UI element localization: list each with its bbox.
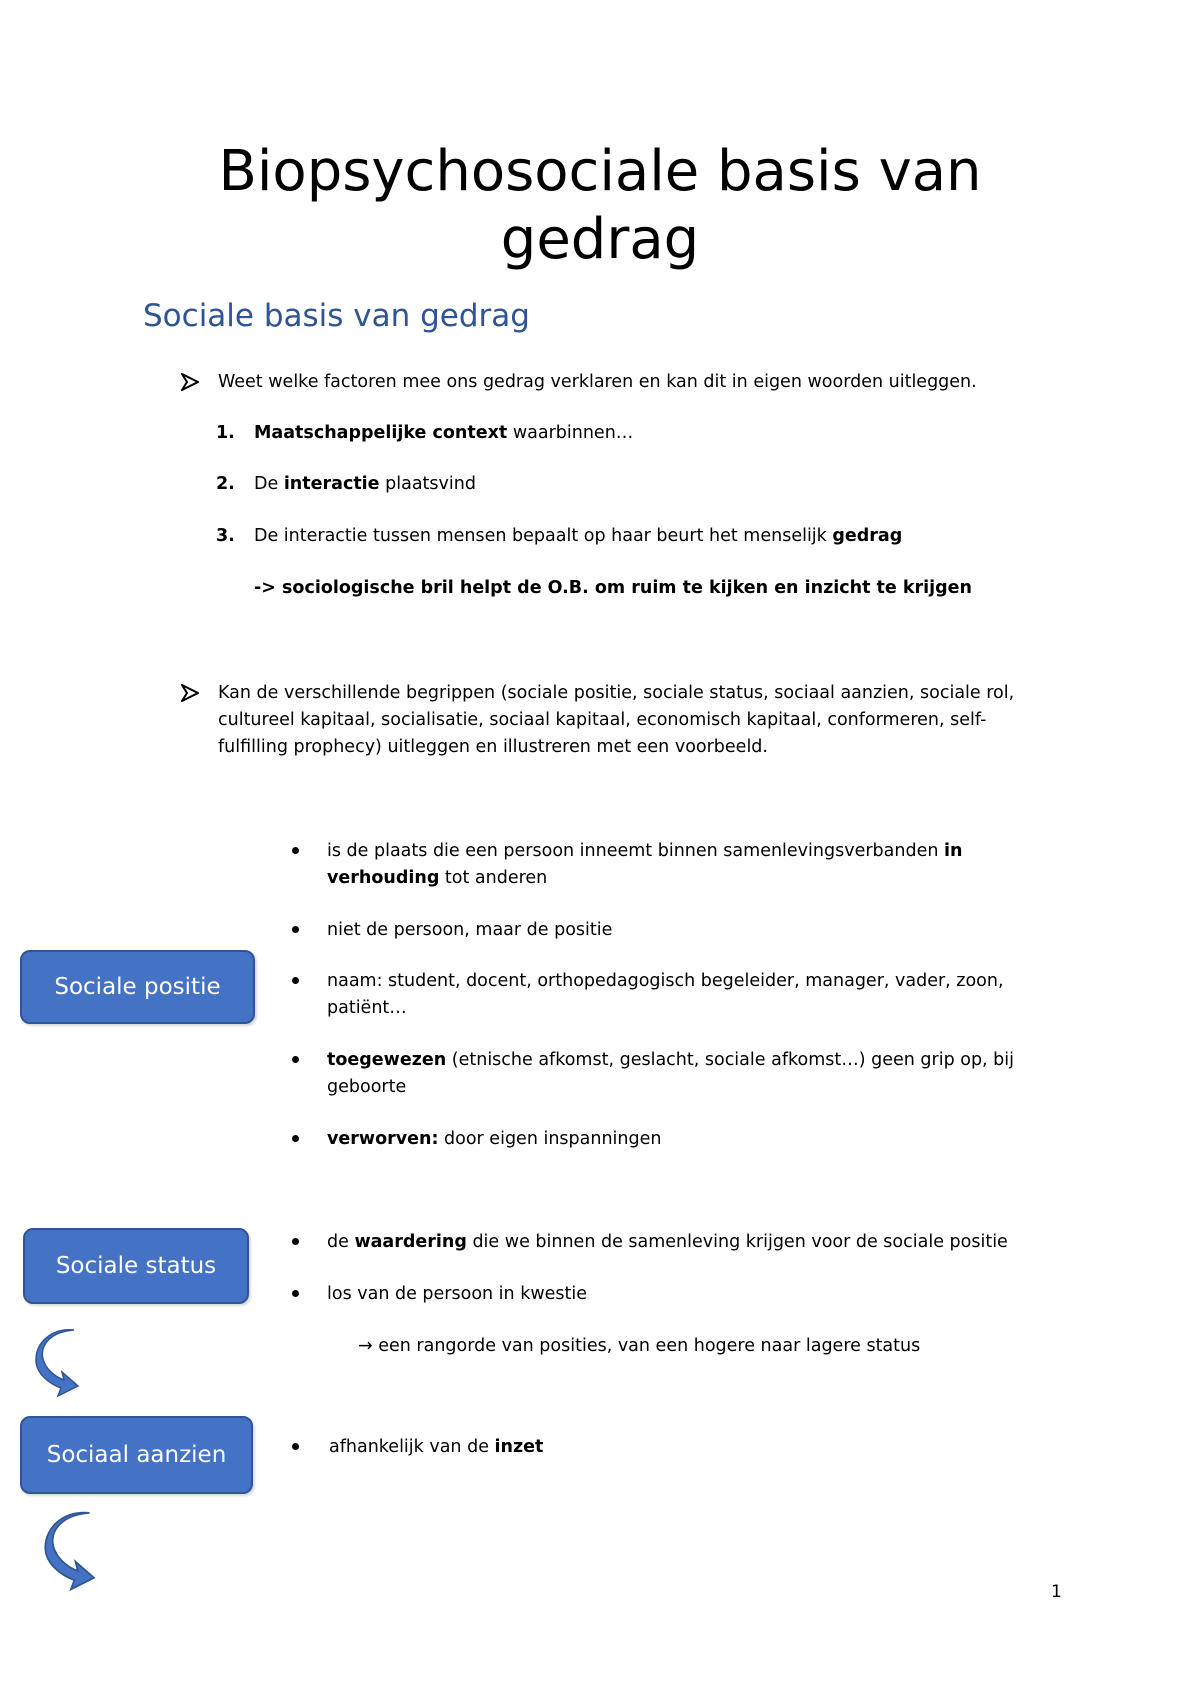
goal-2-line-2: cultureel kapitaal, socialisatie, sociaal kapitaal, economisch kapitaal, conformeren, self- [218, 710, 987, 730]
list-item-1 [254, 420, 633, 447]
status-bullet-1-post: die we binnen de samenleving krijgen voor de sociale positie [466, 1232, 1008, 1252]
status-bullet-1-pre: de [327, 1232, 355, 1252]
positie-bullet-1-line-1 [327, 838, 962, 865]
title-line-1: Biopsychosociale basis van [218, 139, 982, 204]
list-item-2-bold: interactie [283, 474, 380, 494]
status-bullet-2: los van de persoon in kwestie [327, 1284, 588, 1304]
positie-bullet-1-post: tot anderen [439, 868, 548, 888]
positie-bullet-5-rest: door eigen inspanningen [438, 1129, 662, 1149]
arrowhead-bullet-icon [180, 372, 202, 392]
concept-box-sociale-status [23, 1228, 249, 1304]
positie-bullet-5 [327, 1126, 661, 1153]
goal-2-line-1: Kan de verschillende begrippen (sociale positie, sociale status, sociaal aanzien, sociale rol, [218, 683, 1015, 703]
curved-arrow-icon [43, 1508, 101, 1592]
list-item-3-bold: gedrag [832, 526, 903, 546]
positie-bullet-4-line-1 [327, 1047, 1014, 1074]
bullet-dot [292, 1290, 299, 1297]
positie-bullet-1-bold-in: in [944, 841, 963, 861]
bullet-dot [292, 847, 299, 854]
concept-label-sociaal-aanzien: Sociaal aanzien [46, 1442, 227, 1468]
list-item-3 [254, 523, 902, 550]
list-item-1-rest: waarbinnen… [507, 423, 634, 443]
arrowhead-bullet-icon [180, 683, 202, 703]
bullet-dot [292, 1443, 299, 1450]
aanzien-bullet-1-bold: inzet [494, 1437, 544, 1457]
page-number: 1 [1051, 1582, 1062, 1602]
list-item-2-rest: plaatsvind [379, 474, 476, 494]
concept-label-sociale-positie: Sociale positie [54, 974, 221, 1000]
goal-2-line-3: fulfilling prophecy) uitleggen en illustreren met een voorbeeld. [218, 737, 768, 757]
list-item-2-pre: De [254, 474, 284, 494]
list-number-1: 1. [216, 423, 235, 443]
curved-arrow-icon [34, 1326, 84, 1398]
concept-box-sociaal-aanzien [20, 1416, 253, 1494]
status-bullet-1-bold: waardering [354, 1232, 467, 1252]
title-line-2: gedrag [500, 207, 700, 272]
positie-bullet-1-pre: is de plaats die een persoon inneemt binnen samenlevingsverbanden [327, 841, 944, 861]
list-item-3-pre: De interactie tussen mensen bepaalt op haar beurt het menselijk [254, 526, 833, 546]
positie-bullet-1-line-2 [327, 865, 547, 892]
bullet-dot [292, 926, 299, 933]
bullet-dot [292, 1056, 299, 1063]
concept-box-sociale-positie [20, 950, 255, 1024]
status-arrow-line: → een rangorde van posities, van een hogere naar lagere status [358, 1336, 921, 1356]
positie-bullet-4-line-2: geboorte [327, 1077, 407, 1097]
list-item-1-bold: Maatschappelijke context [254, 423, 508, 443]
concept-label-sociale-status: Sociale status [55, 1253, 217, 1279]
aanzien-bullet-1-pre: afhankelijk van de [329, 1437, 495, 1457]
goal-1-text: Weet welke factoren mee ons gedrag verklaren en kan dit in eigen woorden uitleggen. [218, 372, 977, 392]
aanzien-bullet-1 [329, 1434, 543, 1461]
bullet-dot [292, 1135, 299, 1142]
list-number-3: 3. [216, 526, 235, 546]
document-title [0, 138, 1200, 274]
list-item-2 [254, 471, 476, 498]
positie-bullet-3-line-2: patiënt… [327, 998, 407, 1018]
bullet-dot [292, 977, 299, 984]
section-heading: Sociale basis van gedrag [143, 298, 530, 334]
list-number-2: 2. [216, 474, 235, 494]
status-bullet-1 [327, 1229, 1008, 1256]
positie-bullet-4-bold: toegewezen [327, 1050, 447, 1070]
positie-bullet-4-rest: (etnische afkomst, geslacht, sociale afkomst…) geen grip op, bij [446, 1050, 1015, 1070]
positie-bullet-1-bold-verhouding: verhouding [327, 868, 440, 888]
positie-bullet-2: niet de persoon, maar de positie [327, 920, 613, 940]
positie-bullet-3-line-1: naam: student, docent, orthopedagogisch begeleider, manager, vader, zoon, [327, 971, 1004, 991]
goal-1-conclusion: -> sociologische bril helpt de O.B. om ruim te kijken en inzicht te krijgen [254, 578, 972, 598]
positie-bullet-5-bold: verworven: [327, 1129, 439, 1149]
bullet-dot [292, 1238, 299, 1245]
